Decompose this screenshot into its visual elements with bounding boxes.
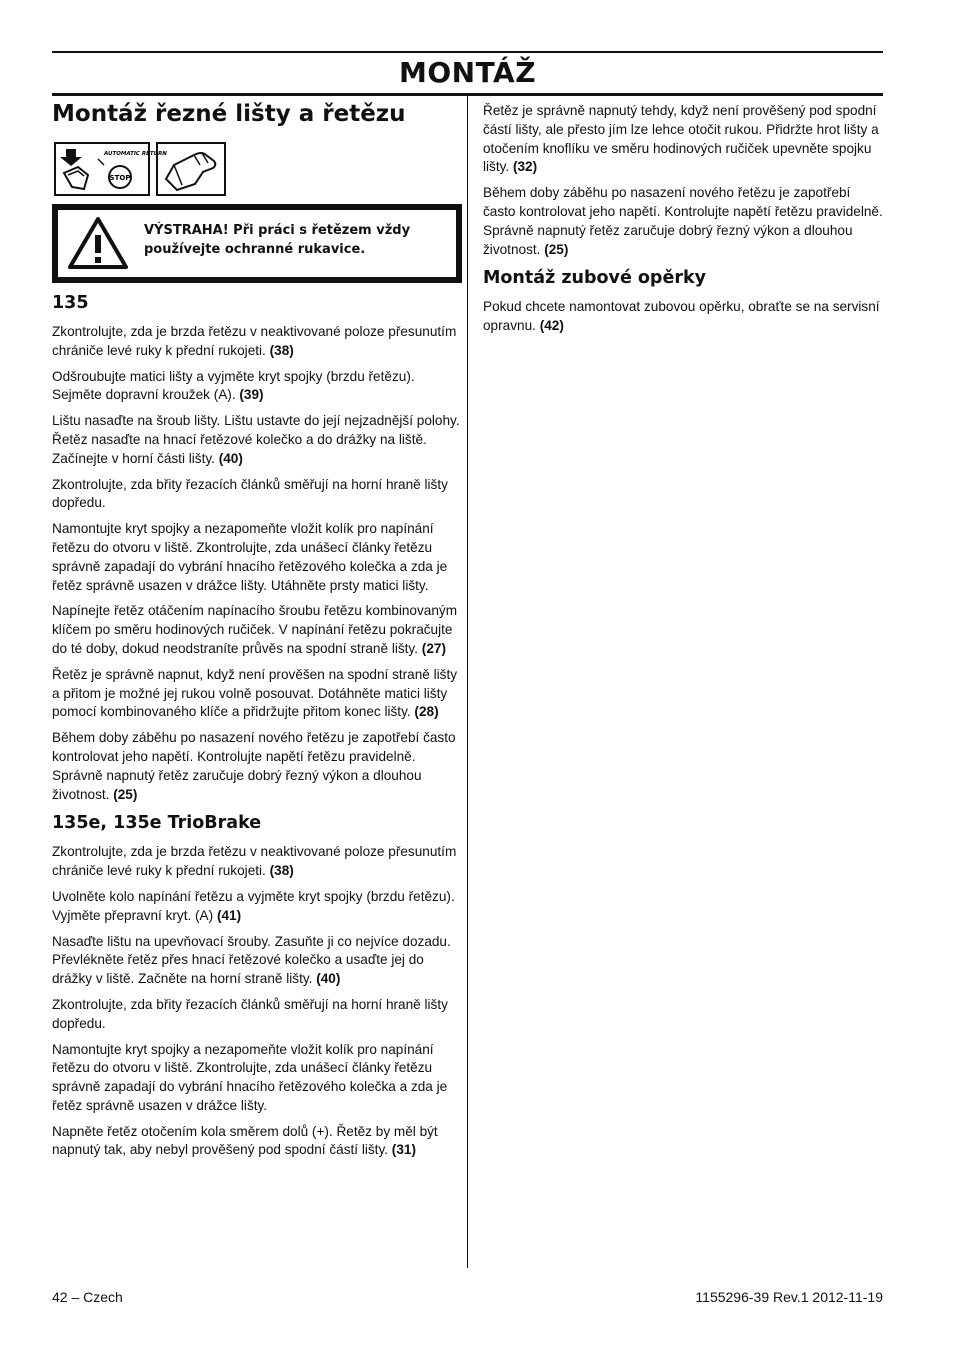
- symbol-icons: [54, 142, 462, 196]
- warning-text: VÝSTRAHA! Při práci s řetězem vždy používejte ochranné rukavice.: [144, 223, 411, 257]
- top-rule: [52, 51, 883, 53]
- section-135-heading: 135: [52, 293, 89, 313]
- chain-brake-automatic-return-icon: [54, 142, 167, 196]
- figure-ref: (28): [414, 704, 439, 720]
- figure-ref: (31): [391, 1142, 416, 1158]
- figure-ref: (27): [421, 640, 446, 656]
- column-divider: [467, 96, 468, 1268]
- paragraph: Řetěz je správně napnut, když není prověšen na spodní straně lišty a přitom je možné jej rukou volně posouvat. Dotáhněte matici lišty pomocí kombinovaného klíče a přidržujte přitom konec lišty. (28): [52, 666, 458, 720]
- paragraph: Namontujte kryt spojky a nezapomeňte vložit kolík pro napínání řetězu do otvoru v liště. Zkontrolujte, zda unášecí články řetězu správně zapadají do vybrání hnacího řetězového kolečka a zda je řetěz správně usazen v drážce lišty.: [52, 1041, 448, 1113]
- automatic-label-1: AUTOMATIC RETURN: [104, 151, 167, 157]
- stop-label: STOP: [109, 174, 131, 182]
- figure-ref: (38): [269, 863, 294, 879]
- right-column: [483, 102, 883, 343]
- paragraph: Namontujte kryt spojky a nezapomeňte vložit kolík pro napínání řetězu do otvoru v liště. Zkontrolujte, zda unášecí články řetězu správně zapadají do vybrání hnacího řetězového kolečka a zda je řetěz správně usazen v drážce lišty. Utáhněte prsty matici lišty.: [52, 521, 448, 593]
- footer-page-number: 42 – Czech: [52, 1289, 123, 1305]
- paragraph: Uvolněte kolo napínání řetězu a vyjměte kryt spojky (brzdu řetězu). Vyjměte přepravní kryt. (A) (41): [52, 888, 455, 923]
- paragraph: Řetěz je správně napnutý tehdy, když není prověšený pod spodní částí lišty, ale přesto jím lze lehce otočit rukou. Přidržte hrot lišty a otočením knoflíku ve směru hodinových ručiček upevněte spojku lišty. (32): [483, 103, 879, 175]
- main-heading: Montáž řezné lišty a řetězu: [52, 101, 406, 127]
- section-135e-heading: 135e, 135e TrioBrake: [52, 813, 262, 834]
- figure-ref: (38): [269, 342, 294, 358]
- figure-ref: (42): [539, 318, 564, 334]
- paragraph: Lištu nasaďte na šroub lišty. Lištu ustavte do její nejzadnější polohy. Řetěz nasaďte na hnací řetězové kolečko a do drážky na liště. Začínejte v horní části lišty. (40): [52, 413, 460, 466]
- tooth-rest-heading: Montáž zubové opěrky: [483, 268, 707, 289]
- paragraph: Během doby záběhu po nasazení nového řetězu je zapotřebí často kontrolovat jeho napětí. Kontrolujte napětí řetězu pravidelně. Správně napnutý řetěz zaručuje dobrý řezný výkon a dlouhou životnost. (25): [52, 730, 456, 802]
- footer-document-id: 1155296-39 Rev.1 2012-11-19: [695, 1289, 883, 1305]
- paragraph: Nasaďte lištu na upevňovací šrouby. Zasuňte ji co nejvíce dozadu. Převlékněte řetěz přes hnací řetězové kolečko a usaďte jej do drážky v liště. Začněte na horní straně lišty. (40): [52, 933, 451, 987]
- paragraph: Napněte řetěz otočením kola směrem dolů (+). Řetěz by měl být napnutý tak, aby nebyl prověšený pod spodní částí lišty. (31): [52, 1123, 438, 1158]
- paragraph: Zkontrolujte, zda břity řezacích článků směřují na horní hraně lišty dopředu.: [52, 996, 448, 1031]
- figure-ref: (25): [113, 786, 138, 802]
- figure-ref: (32): [512, 159, 538, 175]
- left-column: [52, 98, 462, 1167]
- protective-glove-icon: [156, 142, 226, 196]
- chapter-title: MONTÁŽ: [399, 56, 536, 89]
- paragraph: Odšroubujte matici lišty a vyjměte kryt spojky (brzdu řetězu). Sejměte dopravní kroužek (A). (39): [52, 368, 415, 403]
- paragraph: Zkontrolujte, zda je brzda řetězu v neaktivované poloze přesunutím chrániče levé ruky k přední rukojeti. (38): [52, 844, 457, 879]
- paragraph: Zkontrolujte, zda břity řezacích článků směřují na horní hraně lišty dopředu.: [52, 476, 448, 511]
- warning-triangle-icon: [66, 215, 130, 271]
- paragraph: Pokud chcete namontovat zubovou opěrku, obraťte se na servisní opravnu. (42): [483, 299, 880, 334]
- paragraph: Zkontrolujte, zda je brzda řetězu v neaktivované poloze přesunutím chrániče levé ruky k přední rukojeti. (38): [52, 324, 457, 358]
- figure-ref: (39): [239, 387, 264, 403]
- paragraph: Během doby záběhu po nasazení nového řetězu je zapotřebí často kontrolovat jeho napětí. Kontrolujte napětí řetězu pravidelně. Správně napnutý řetěz zaručuje dobrý řezný výkon a dlouhou životnost. (25): [483, 185, 883, 257]
- figure-ref: (41): [216, 907, 242, 923]
- warning-box: [52, 204, 462, 283]
- figure-ref: (25): [544, 241, 569, 257]
- paragraph: Napínejte řetěz otáčením napínacího šroubu řetězu kombinovaným klíčem po směru hodinových ručiček. V napínání řetězu pokračujte do té doby, dokud neodstraníte průvěs na spodní straně lišty. (27): [52, 603, 458, 656]
- figure-ref: (40): [218, 450, 243, 466]
- figure-ref: (40): [316, 971, 341, 987]
